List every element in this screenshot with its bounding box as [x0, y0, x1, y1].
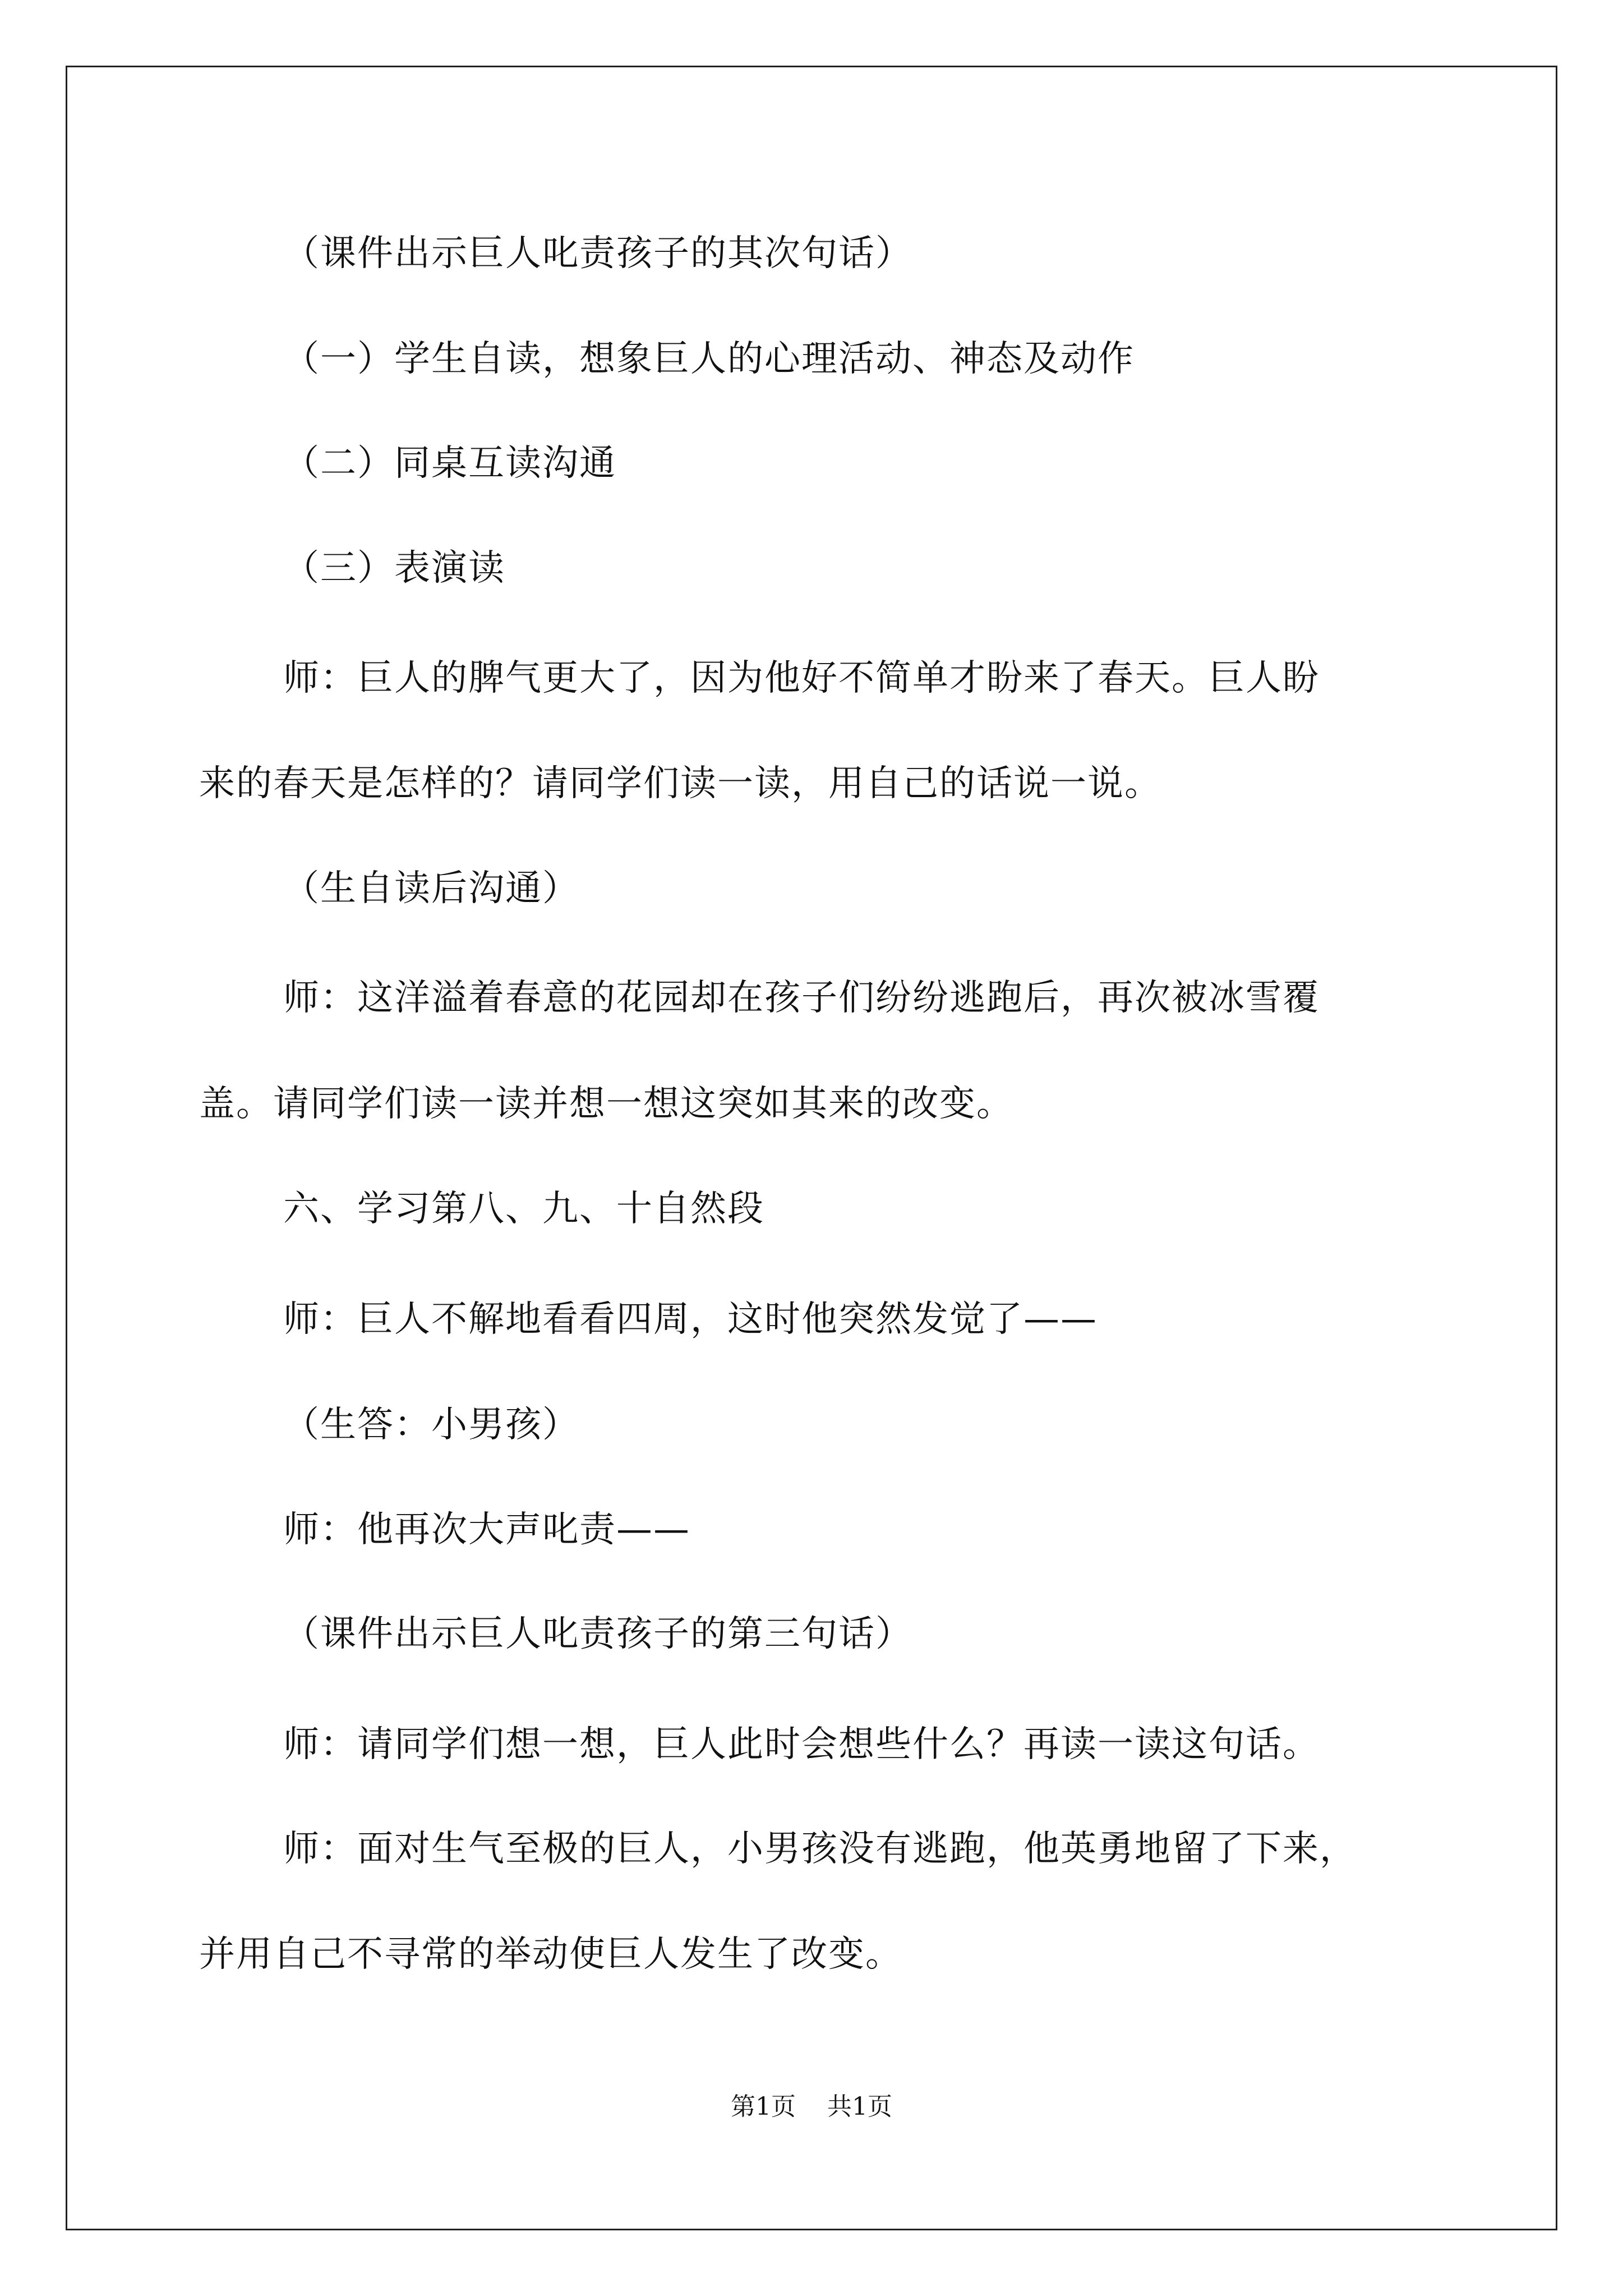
paragraph-line-9: 盖。请同学们读一读并想一想这突如其来的改变。	[199, 1083, 1013, 1125]
paragraph-line-13: 师：他再次大声叱责——	[283, 1509, 690, 1550]
paragraph-line-1: （课件出示巨人叱责孩子的其次句话）	[283, 233, 912, 274]
page-frame	[66, 66, 1557, 2230]
paragraph-line-8: 师：这洋溢着春意的花园却在孩子们纷纷逃跑后，再次被冰雪覆	[283, 977, 1320, 1019]
page-footer	[0, 2091, 1623, 2123]
paragraph-line-4: （三）表演读	[283, 547, 505, 589]
page-number: 第1页	[731, 2092, 796, 2121]
paragraph-line-12: （生答：小男孩）	[283, 1404, 579, 1446]
paragraph-line-5: 师：巨人的脾气更大了，因为他好不简单才盼来了春天。巨人盼	[283, 657, 1320, 699]
paragraph-line-7: （生自读后沟通）	[283, 868, 579, 909]
paragraph-line-3: （二）同桌互读沟通	[283, 443, 616, 484]
paragraph-line-17: 并用自己不寻常的举动使巨人发生了改变。	[199, 1934, 902, 1975]
paragraph-line-11: 师：巨人不解地看看四周，这时他突然发觉了——	[283, 1299, 1098, 1340]
paragraph-line-2: （一）学生自读，想象巨人的心理活动、神态及动作	[283, 338, 1135, 380]
page-total: 共1页	[827, 2092, 892, 2121]
paragraph-line-14: （课件出示巨人叱责孩子的第三句话）	[283, 1613, 912, 1655]
paragraph-line-16: 师：面对生气至极的巨人，小男孩没有逃跑，他英勇地留了下来，	[283, 1828, 1357, 1870]
paragraph-line-6: 来的春天是怎样的？请同学们读一读，用自己的话说一说。	[199, 763, 1161, 804]
section-heading: 六、学习第八、九、十自然段	[283, 1188, 764, 1230]
paragraph-line-15: 师：请同学们想一想，巨人此时会想些什么？再读一读这句话。	[283, 1724, 1320, 1765]
